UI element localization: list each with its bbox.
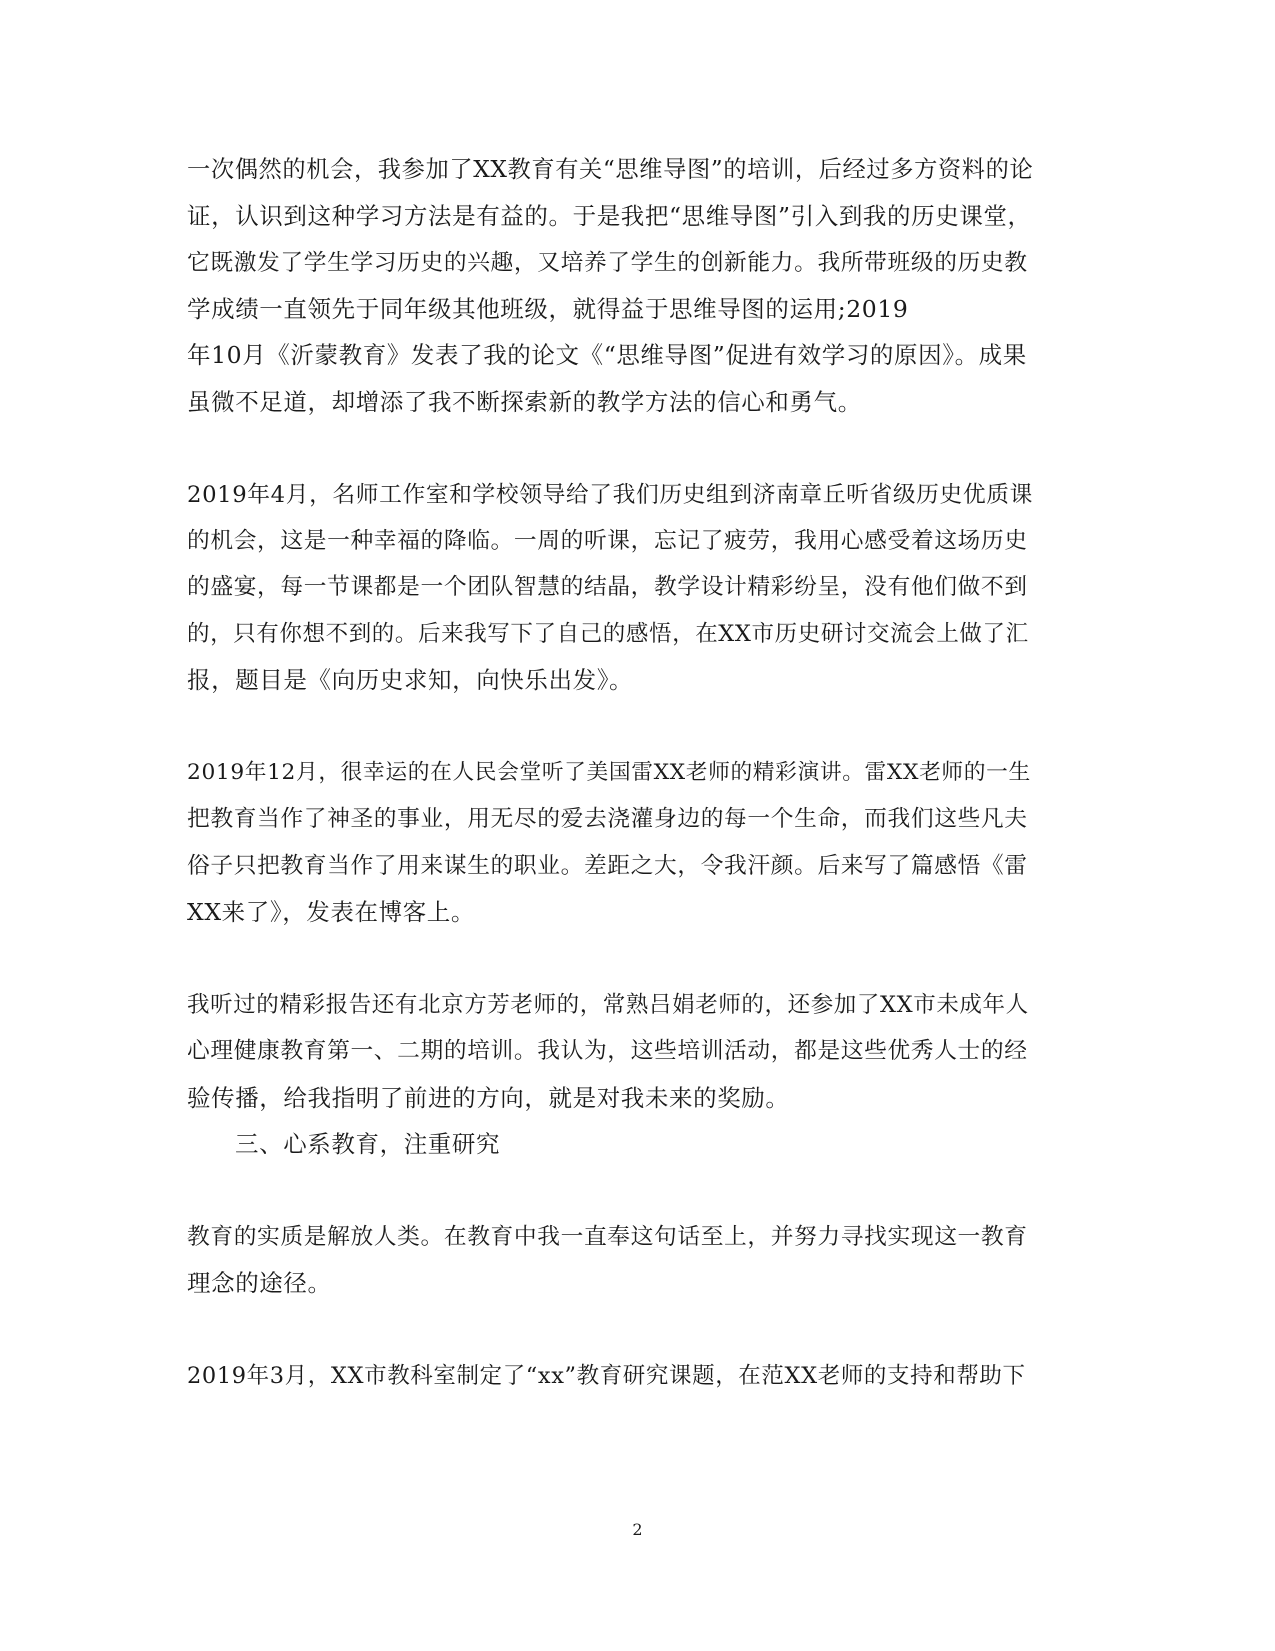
page-number: 2 — [632, 1520, 643, 1539]
paragraph-2-line-5: 报，题目是《向历史求知，向快乐出发》。 — [187, 666, 634, 694]
paragraph-5-line-1: 教育的实质是解放人类。在教育中我一直奉这句话至上，并努力寻找实现这一教育 — [187, 1224, 1028, 1250]
paragraph-4-line-2: 心理健康教育第一、二期的培训。我认为，这些培训活动，都是这些优秀人士的经 — [187, 1038, 1028, 1064]
paragraph-3-line-4: XX来了》，发表在博客上。 — [187, 898, 476, 926]
paragraph-1-line-1: 一次偶然的机会，我参加了XX教育有关“思维导图”的培训，后经过多方资料的论 — [187, 156, 1034, 183]
paragraph-2-line-3: 的盛宴，每一节课都是一个团队智慧的结晶，教学设计精彩纷呈，没有他们做不到 — [187, 574, 1028, 600]
paragraph-1-line-3: 它既激发了学生学习历史的兴趣，又培养了学生的创新能力。我所带班级的历史教 — [187, 250, 1028, 276]
paragraph-2-line-2: 的机会，这是一种幸福的降临。一周的听课，忘记了疲劳，我用心感受着这场历史 — [187, 528, 1028, 554]
paragraph-2-line-4: 的，只有你想不到的。后来我写下了自己的感悟，在XX市历史研讨交流会上做了汇 — [187, 621, 1029, 647]
section-heading: 三、心系教育，注重研究 — [235, 1130, 501, 1158]
paragraph-1-line-2: 证，认识到这种学习方法是有益的。于是我把“思维导图”引入到我的历史课堂， — [187, 202, 1032, 230]
paragraph-1-line-5: 年10月《沂蒙教育》发表了我的论文《“思维导图”促进有效学习的原因》。成果 — [187, 341, 1027, 369]
paragraph-3-line-3: 俗子只把教育当作了用来谋生的职业。差距之大，令我汗颜。后来写了篇感悟《雷 — [187, 853, 1028, 879]
paragraph-6-line-1: 2019年3月，XX市教科室制定了“xx”教育研究课题，在范XX老师的支持和帮助下 — [187, 1363, 1026, 1389]
paragraph-1-line-4: 学成绩一直领先于同年级其他班级，就得益于思维导图的运用;2019 — [187, 295, 909, 323]
paragraph-3-line-2: 把教育当作了神圣的事业，用无尽的爱去浇灌身边的每一个生命，而我们这些凡夫 — [187, 806, 1028, 832]
paragraph-4-line-3: 验传播，给我指明了前进的方向，就是对我未来的奖励。 — [187, 1084, 790, 1112]
paragraph-3-line-1: 2019年12月，很幸运的在人民会堂听了美国雷XX老师的精彩演讲。雷XX老师的一生 — [187, 760, 1031, 785]
paragraph-5-line-2: 理念的途径。 — [187, 1269, 332, 1297]
paragraph-2-line-1: 2019年4月，名师工作室和学校领导给了我们历史组到济南章丘听省级历史优质课 — [187, 482, 1033, 508]
paragraph-1-line-6: 虽微不足道，却增添了我不断探索新的教学方法的信心和勇气。 — [187, 388, 862, 416]
paragraph-4-line-1: 我听过的精彩报告还有北京方芳老师的，常熟吕娟老师的，还参加了XX市未成年人 — [187, 992, 1029, 1018]
